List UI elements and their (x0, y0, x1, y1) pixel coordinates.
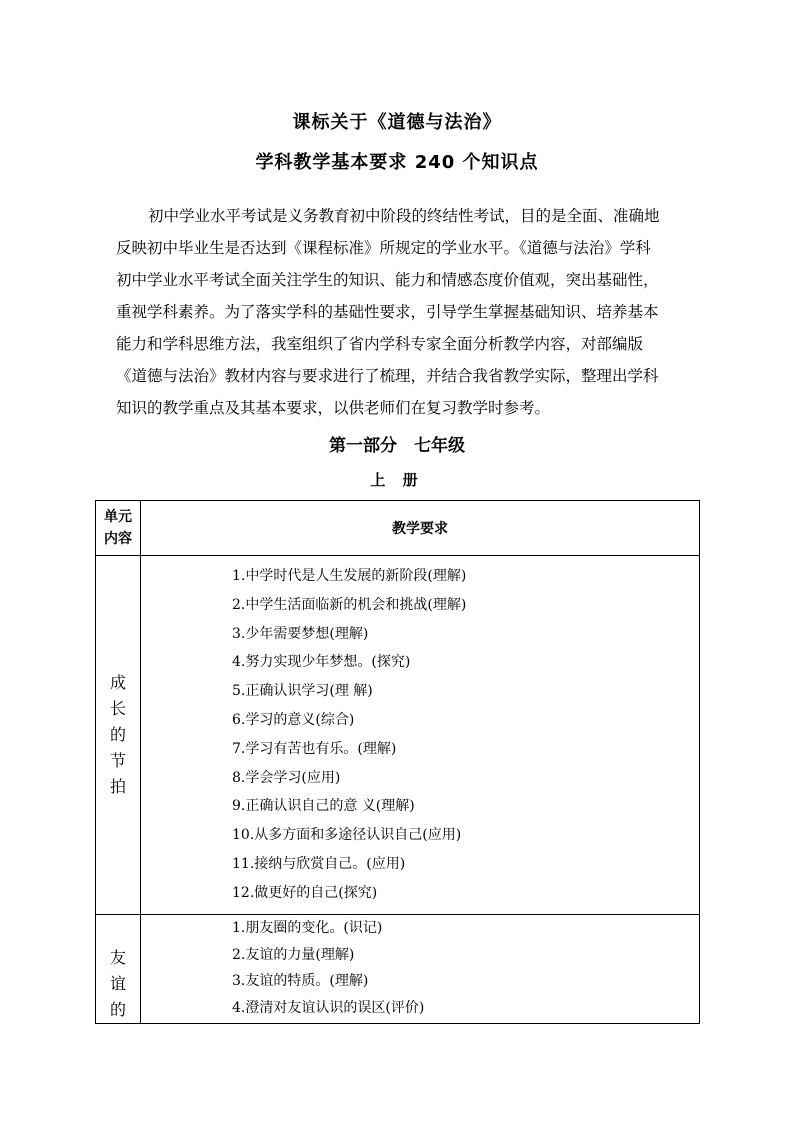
requirement-item: 6.学习的意义(综合) (232, 711, 355, 728)
requirement-item: 7.学习有苦也有乐。(理解) (232, 740, 397, 757)
volume-heading: 上 册 (370, 471, 424, 489)
header-requirements: 教学要求 (141, 501, 700, 556)
document-title-line2: 学科教学基本要求 240 个知识点 (255, 152, 539, 173)
unit-name-char: 的 (109, 1000, 126, 1019)
requirement-item: 3.友谊的特质。(理解) (232, 973, 369, 989)
requirement-item: 12.做更好的自己(探究) (232, 884, 378, 901)
unit-name-char: 拍 (109, 777, 126, 796)
intro-line: 知识的教学重点及其基本要求，以供老师们在复习教学时参考。 (116, 399, 551, 417)
requirement-item: 9.正确认识自己的意 义(理解) (232, 798, 415, 815)
requirement-item: 5.正确认识学习(理 解) (232, 683, 373, 700)
unit-name-cell (96, 556, 141, 915)
requirement-item: 4.澄清对友谊认识的误区(评价) (232, 999, 425, 1016)
requirement-item: 2.友谊的力量(理解) (232, 946, 355, 963)
unit-name-cell (96, 915, 141, 1024)
requirement-item: 1.中学时代是人生发展的新阶段(理解) (232, 568, 467, 584)
unit-name-char: 节 (109, 751, 126, 770)
intro-paragraph (116, 200, 682, 424)
requirement-item: 8.学会学习(应用) (232, 769, 341, 786)
part-heading: 第一部分 七年级 (329, 436, 465, 456)
intro-line: 反映初中毕业生是否达到《课程标准》所规定的学业水平。《道德与法治》学科 (116, 239, 651, 257)
requirements-table (95, 500, 700, 1024)
header-unit-line2: 内容 (104, 531, 132, 547)
unit-name-char: 谊 (109, 974, 126, 993)
table-row (96, 915, 700, 1024)
header-unit-line1: 单元 (104, 509, 132, 525)
requirements-cell (141, 915, 700, 1024)
unit-name-char: 长 (109, 699, 126, 718)
intro-line: 初中学业水平考试全面关注学生的知识、能力和情感态度价值观，突出基础性， (116, 271, 659, 289)
unit-name-char: 的 (109, 725, 126, 744)
intro-line: 能力和学科思维方法，我室组织了省内学科专家全面分析教学内容，对部编版 (116, 335, 644, 353)
requirement-item: 2.中学生活面临新的机会和挑战(理解) (232, 596, 467, 613)
requirement-item: 1.朋友圈的变化。(识记) (232, 920, 383, 936)
intro-line: 重视学科素养。为了落实学科的基础性要求，引导学生掌握基础知识、培养基本 (116, 303, 659, 321)
requirement-item: 10.从多方面和多途径认识自己(应用) (232, 827, 462, 844)
intro-line: 《道德与法治》教材内容与要求进行了梳理，并结合我省教学实际，整理出学科 (116, 367, 659, 385)
table-row (96, 556, 700, 915)
requirement-item: 11.接纳与欣赏自己。(应用) (232, 855, 406, 872)
document-title-line1: 课标关于《道德与法治》 (292, 112, 502, 133)
unit-name-char: 友 (109, 948, 126, 967)
requirement-item: 4.努力实现少年梦想。(探究) (232, 654, 411, 671)
requirement-item: 3.少年需要梦想(理解) (232, 625, 369, 642)
requirements-cell (141, 556, 700, 915)
header-unit (96, 501, 141, 556)
table-header-row (96, 501, 700, 556)
intro-line: 初中学业水平考试是义务教育初中阶段的终结性考试，目的是全面、准确地 (148, 207, 660, 225)
unit-name-char: 成 (109, 673, 126, 692)
